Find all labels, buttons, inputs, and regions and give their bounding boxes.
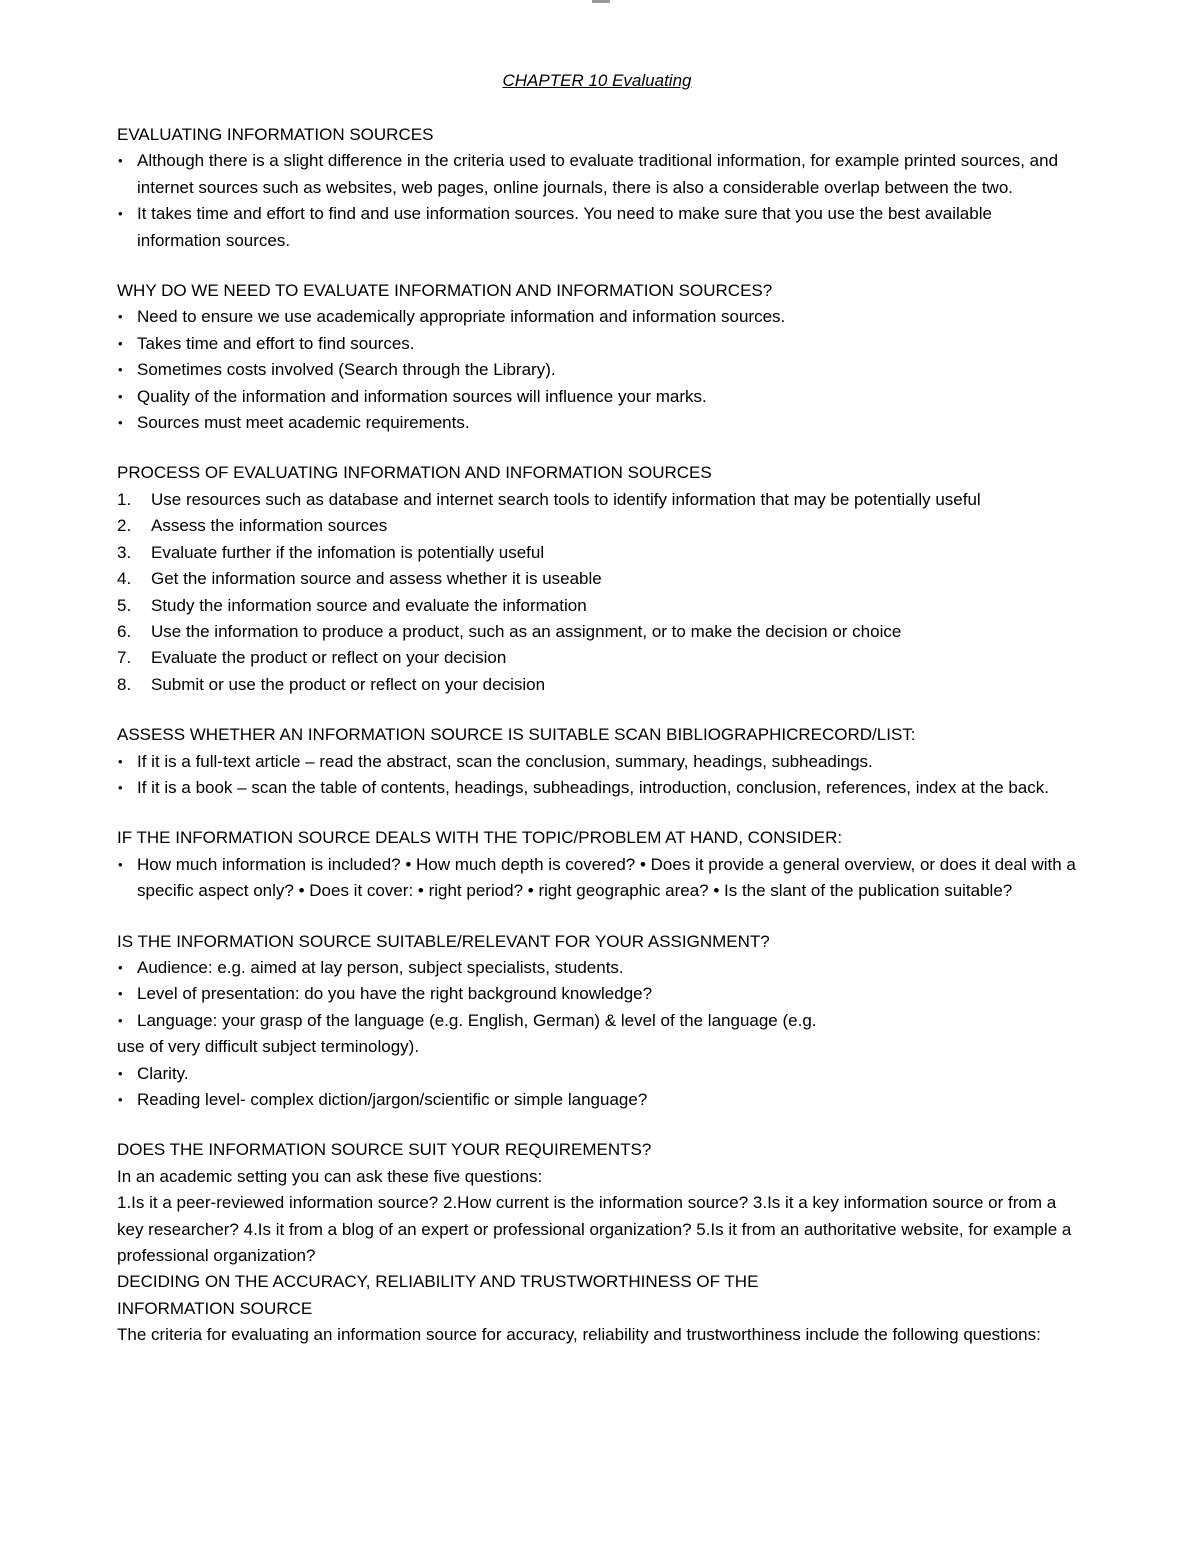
list-item: • Takes time and effort to find sources. [117, 331, 1077, 357]
list-item: • Need to ensure we use academically appropriate information and information sources. [117, 304, 1077, 330]
list-item [117, 540, 1077, 566]
section-heading: PROCESS OF EVALUATING INFORMATION AND INFORMATION SOURCES [117, 463, 712, 483]
list-item: • Language: your grasp of the language (e.g. English, German) & level of the language (e.g. [117, 1008, 1077, 1034]
list-item: • If it is a book – scan the table of contents, headings, subheadings, introduction, conclusion, references, index at the back. [117, 775, 1077, 801]
accuracy-heading-line2: INFORMATION SOURCE [117, 1298, 313, 1318]
questions-text: 1.Is it a peer-reviewed information source? 2.How current is the information source? 3.Is it a key information source or from a key researcher? 4.Is it from a blog of an expert or professional organization? 5.Is it from an authoritative website, for example a professional organization? [117, 1193, 1072, 1266]
section-why [117, 278, 1077, 436]
step-text: Evaluate the product or reflect on your decision [151, 648, 507, 668]
step-text: Use resources such as database and internet search tools to identify information that may be potentially useful [151, 489, 981, 509]
step-text: Evaluate further if the infomation is potentially useful [151, 542, 545, 562]
section-evaluating [117, 122, 1077, 254]
step-text: Study the information source and evaluate the information [151, 595, 587, 615]
list-item: • Sources must meet academic requirements. [117, 410, 1077, 436]
list-item [117, 487, 1077, 513]
step-text: Use the information to produce a product, such as an assignment, or to make the decision or choice [151, 621, 902, 641]
list-item: • Level of presentation: do you have the right background knowledge? [117, 981, 1077, 1007]
step-number: 6. [117, 621, 132, 641]
bullet-list [117, 1061, 1077, 1114]
bullet-list [117, 749, 1077, 802]
list-item: • If it is a full-text article – read the abstract, scan the conclusion, summary, headings, subheadings. [117, 749, 1077, 775]
numbered-list [117, 487, 1077, 698]
step-text: Get the information source and assess whether it is useable [151, 569, 602, 589]
step-number: 4. [117, 569, 132, 589]
intro-text: In an academic setting you can ask these five questions: [117, 1166, 543, 1186]
section-heading: WHY DO WE NEED TO EVALUATE INFORMATION AND INFORMATION SOURCES? [117, 281, 773, 301]
list-item [117, 619, 1077, 645]
section-suitable [117, 929, 1077, 1114]
bullet-list [117, 852, 1077, 905]
bullet-list [117, 304, 1077, 436]
step-number: 8. [117, 674, 132, 694]
list-item: • Sometimes costs involved (Search through the Library). [117, 357, 1077, 383]
step-number: 2. [117, 516, 132, 536]
accuracy-text: The criteria for evaluating an information source for accuracy, reliability and trustworthiness include the following questions: [117, 1325, 1041, 1345]
list-item: • Clarity. [117, 1061, 1077, 1087]
section-heading: EVALUATING INFORMATION SOURCES [117, 125, 434, 144]
section-process [117, 460, 1077, 698]
section-heading: ASSESS WHETHER AN INFORMATION SOURCE IS SUITABLE SCAN BIBLIOGRAPHICRECORD/LIST: [117, 725, 916, 745]
section-topic [117, 825, 1077, 904]
step-number: 5. [117, 595, 132, 615]
bullet-list [117, 148, 1077, 254]
step-number: 3. [117, 542, 132, 562]
bullet-list [117, 955, 1077, 1034]
list-item [117, 593, 1077, 619]
section-heading: DOES THE INFORMATION SOURCE SUIT YOUR REQUIREMENTS? [117, 1140, 652, 1160]
accuracy-heading-line1: DECIDING ON THE ACCURACY, RELIABILITY AND TRUSTWORTHINESS OF THE [117, 1272, 759, 1292]
list-item: • Although there is a slight difference in the criteria used to evaluate traditional information, for example printed sources, and internet sources such as websites, web pages, online journals, there is also a considerable overlap between the two. [117, 148, 1077, 201]
section-heading: IF THE INFORMATION SOURCE DEALS WITH THE TOPIC/PROBLEM AT HAND, CONSIDER: [117, 828, 843, 848]
list-item: • It takes time and effort to find and use information sources. You need to make sure that you use the best available information sources. [117, 201, 1077, 254]
header-mark [592, 0, 610, 3]
list-item [117, 513, 1077, 539]
section-assess [117, 722, 1077, 801]
list-item: • Quality of the information and information sources will influence your marks. [117, 384, 1077, 410]
document-content [117, 68, 1077, 1349]
step-number: 1. [117, 489, 132, 509]
step-number: 7. [117, 648, 132, 668]
step-text: Assess the information sources [151, 516, 388, 536]
step-text: Submit or use the product or reflect on your decision [151, 674, 546, 694]
list-item: • How much information is included? • How much depth is covered? • Does it provide a general overview, or does it deal with a specific aspect only? • Does it cover: • right period? • right geographic area? • Is the slant of the publication suitable? [117, 852, 1077, 905]
section-requirements [117, 1137, 1077, 1348]
list-item [117, 672, 1077, 698]
list-item [117, 566, 1077, 592]
list-item: • Audience: e.g. aimed at lay person, subject specialists, students. [117, 955, 1077, 981]
list-item: • Reading level- complex diction/jargon/scientific or simple language? [117, 1087, 1077, 1113]
section-heading: IS THE INFORMATION SOURCE SUITABLE/RELEVANT FOR YOUR ASSIGNMENT? [117, 931, 770, 951]
continuation-text: use of very difficult subject terminology). [117, 1037, 420, 1057]
chapter-title: CHAPTER 10 Evaluating [502, 71, 692, 90]
list-item [117, 645, 1077, 671]
